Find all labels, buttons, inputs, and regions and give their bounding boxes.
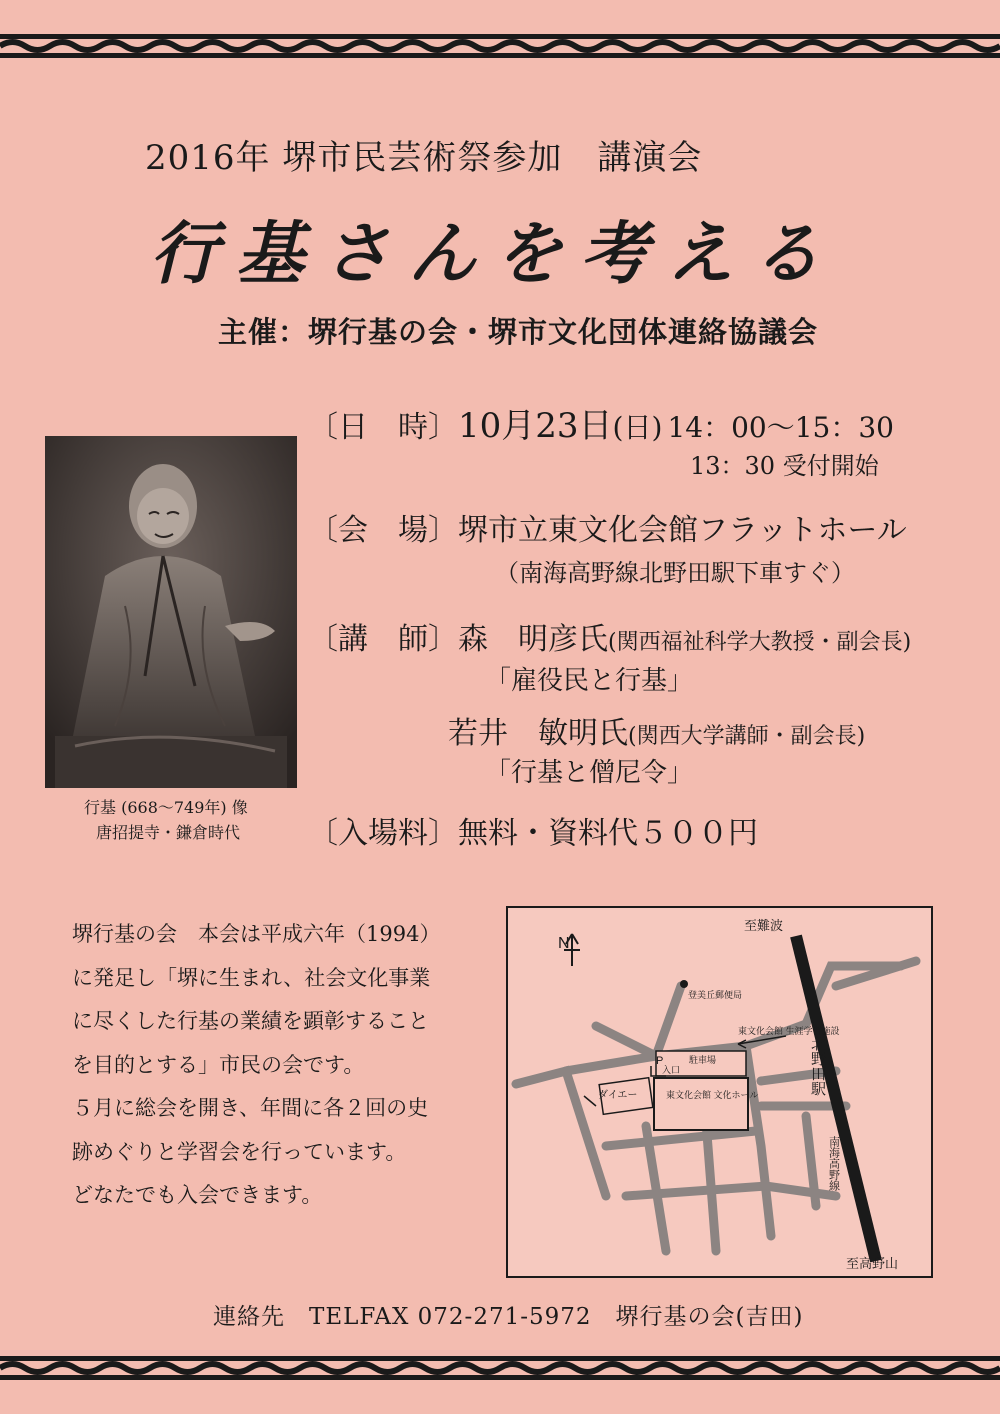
- about-section: [72, 913, 482, 1218]
- about-line: 跡めぐりと学習会を行っています。: [72, 1139, 407, 1164]
- lecture1-title: 「雇役民と行基」: [485, 666, 694, 696]
- event-day-of-week: (日): [612, 411, 663, 444]
- organizer: 主催：堺行基の会・堺市文化団体連絡協議会: [218, 315, 819, 349]
- access-map: [506, 906, 933, 1278]
- lecturer2-role: (関西大学講師・副会長): [628, 724, 866, 749]
- map-line: 南海高野線: [827, 1136, 841, 1191]
- fee-row: [308, 808, 758, 852]
- map-to-namba: 至難波: [744, 918, 784, 933]
- venue-row: [308, 505, 907, 549]
- portrait-caption-line1: 行基 (668～749年) 像: [84, 798, 248, 817]
- map-station: 北野田駅: [809, 1036, 827, 1096]
- map-north-label: N: [558, 935, 570, 952]
- map-lifelong-center: 東文化会館 生涯学習施設: [738, 1026, 840, 1036]
- date-label: 〔日 時〕: [308, 410, 458, 445]
- datetime-row: [308, 398, 894, 447]
- lecturer-label: 〔講 師〕: [308, 622, 458, 657]
- contact-info: 連絡先 TELFAX 072-271-5972 堺行基の会(吉田): [213, 1304, 804, 1330]
- about-line: ５月に総会を開き、年間に各２回の史: [72, 1096, 429, 1120]
- map-hall: 東文化会館 文化ホール: [666, 1090, 759, 1100]
- map-to-koyasan: 至高野山: [846, 1256, 899, 1271]
- lecturer2-name: 若井 敏明氏: [448, 716, 628, 751]
- bottom-wave-border: [0, 1356, 1000, 1380]
- lecturer-row: [308, 614, 911, 658]
- about-line: 堺行基の会 本会は平成六年（1994）: [72, 922, 441, 946]
- event-time: 14：00～15：30: [667, 411, 895, 444]
- lecturer1-role: (関西福祉科学大教授・副会長): [608, 630, 912, 655]
- about-line: に尽くした行基の業績を顕彰すること: [72, 1009, 429, 1033]
- map-daiei: ダイエー: [598, 1090, 638, 1101]
- top-wave-border: [0, 34, 1000, 58]
- lecturer1-name: 森 明彦氏: [458, 622, 608, 657]
- event-title: 行基さんを考える: [150, 214, 839, 294]
- map-parking: 駐車場: [689, 1055, 717, 1065]
- map-entrance: 入口: [662, 1065, 681, 1075]
- about-line: どなたでも入会できます。: [72, 1183, 323, 1207]
- venue-name: 堺市立東文化会館フラットホール: [458, 513, 907, 548]
- lecturer2-row: [448, 708, 865, 752]
- event-date: 10月23日: [458, 406, 613, 446]
- lecture2-title: 「行基と僧尼令」: [485, 758, 694, 788]
- gyoki-statue-photo: [45, 436, 297, 788]
- about-line: に発足し「堺に生まれ、社会文化事業: [72, 965, 431, 990]
- venue-label: 〔会 場〕: [308, 513, 458, 548]
- venue-note: （南海高野線北野田駅下車すぐ）: [495, 559, 855, 587]
- event-subtitle: 2016年 堺市民芸術祭参加 講演会: [145, 138, 703, 178]
- map-parking-p: P: [656, 1055, 664, 1067]
- map-post-office: 登美丘郵便局: [688, 990, 743, 1000]
- about-line: を目的とする」市民の会です。: [72, 1052, 365, 1077]
- portrait-caption-line2: 唐招提寺・鎌倉時代: [96, 823, 241, 842]
- fee-value: 無料・資料代５００円: [458, 816, 758, 851]
- reception-time: 13：30 受付開始: [690, 452, 879, 480]
- fee-label: 〔入場料〕: [308, 816, 458, 851]
